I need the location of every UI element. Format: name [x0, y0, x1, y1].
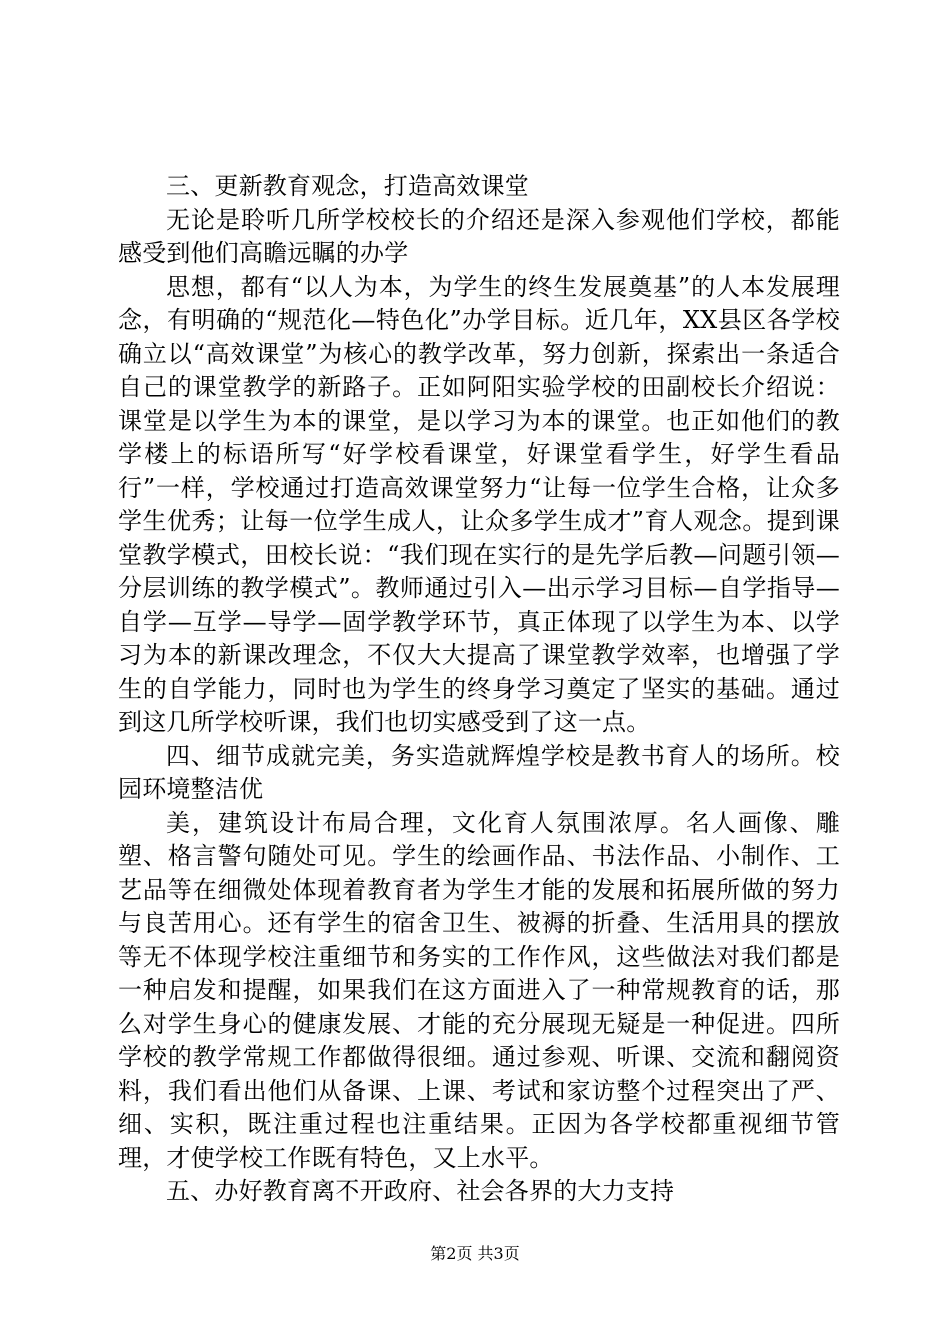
section-heading-three: 三、更新教育观念，打造高效课堂 [166, 172, 529, 200]
page-number-label: 第2页 共3页 [430, 1244, 520, 1263]
page-footer [0, 1244, 950, 1264]
paragraph-teaching-concept: 思想，都有“以人为本，为学生的终生发展奠基”的人本发展理念，有明确的“规范化—特色化”办学目标。近几年，XX县区各学校确立以“高效课堂”为核心的教学改革，努力创新，探索出一条适合自己的课堂教学的新路子。正如阿阳实验学校的田副校长介绍说：课堂是以学生为本的课堂，是以学习为本的课堂。也正如他们的教学楼上的标语所写“好学校看课堂，好课堂看学生，好学生看品行”一样，学校通过打造高效课堂努力“让每一位学生合格，让众多学生优秀；让每一位学生成人，让众多学生成才”育人观念。提到课堂教学模式，田校长说：“我们现在实行的是先学后教—问题引领—分层训练的教学模式”。教师通过引入—出示学习目标—自学指导—自学—互学—导学—固学教学环节，真正体现了以学生为本、以学习为本的新课改理念，不仅大大提高了课堂教学效率，也增强了学生的自学能力，同时也为学生的终身学习奠定了坚实的基础。通过到这几所学校听课，我们也切实感受到了这一点。 [118, 272, 840, 736]
section-heading-four: 四、细节成就完美，务实造就辉煌学校是教书育人的场所。校园环境整洁优 [118, 741, 840, 803]
paragraph-intro: 无论是聆听几所学校校长的介绍还是深入参观他们学校，都能感受到他们高瞻远瞩的办学 [118, 205, 840, 267]
section-heading-five: 五、办好教育离不开政府、社会各界的大力支持 [166, 1177, 675, 1205]
paragraph-campus-details: 美，建筑设计布局合理，文化育人氛围浓厚。名人画像、雕塑、格言警句随处可见。学生的绘画作品、书法作品、小制作、工艺品等在细微处体现着教育者为学生才能的发展和拓展所做的努力与良苦用心。还有学生的宿舍卫生、被褥的折叠、生活用具的摆放等无不体现学校注重细节和务实的工作作风，这些做法对我们都是一种启发和提醒，如果我们在这方面进入了一种常规教育的话，那么对学生身心的健康发展、才能的充分展现无疑是一种促进。四所学校的教学常规工作都做得很细。通过参观、听课、交流和翻阅资料，我们看出他们从备课、上课、考试和家访整个过程突出了严、细、实积，既注重过程也注重结果。正因为各学校都重视细节管理，才使学校工作既有特色，又上水平。 [118, 808, 840, 1172]
document-body [118, 170, 840, 1209]
